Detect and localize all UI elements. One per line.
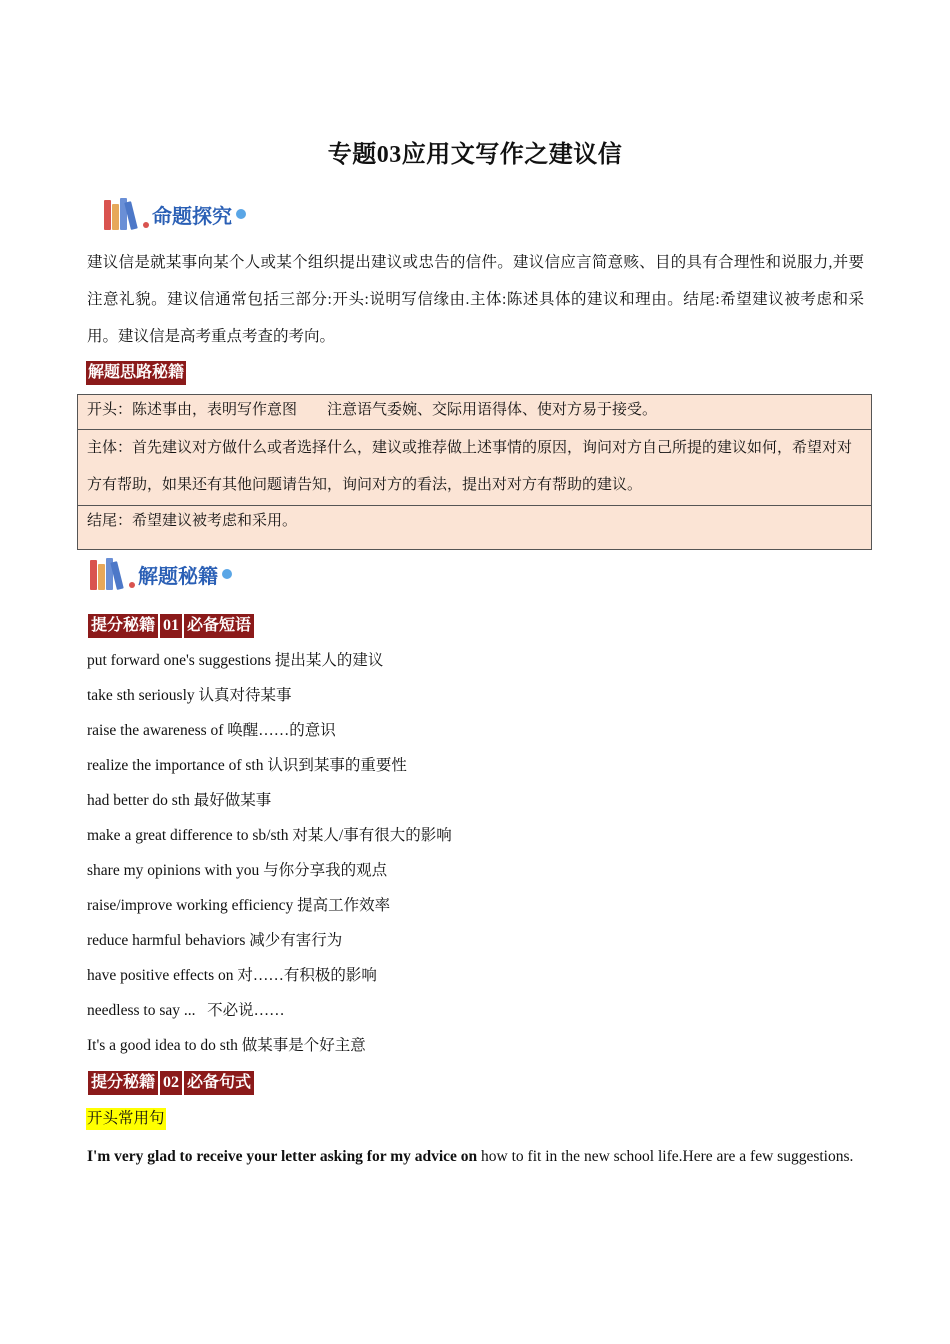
phrase-item: needless to say ... 不必说…… bbox=[87, 1002, 285, 1019]
tips-row-opening: 开头：陈述事由，表明写作意图 注意语气委婉、交际用语得体、使对方易于接受。 bbox=[78, 395, 871, 430]
intro-paragraph: 建议信是就某事向某个人或某个组织提出建议或忠告的信件。建议信应言简意赅、目的具有合理性和说服力,并要注意礼貌。建议信通常包括三部分:开头:说明写信缘由.主体:陈述具体的建议和理由。结尾:希望建议被考虑和采用。建议信是高考重点考查的考向。 bbox=[87, 254, 864, 345]
example-sentence: I'm very glad to receive your letter asking for my advice on how to fit in the new school life.Here are a few suggestions. bbox=[87, 1148, 854, 1165]
phrase-item: put forward one's suggestions 提出某人的建议 bbox=[87, 652, 384, 669]
section-title-secrets: 解题秘籍 bbox=[138, 563, 218, 588]
phrase-item: make a great difference to sb/sth 对某人/事有很大的影响 bbox=[87, 827, 452, 844]
phrase-item: take sth seriously 认真对待某事 bbox=[87, 687, 292, 704]
section-title-explore: 命题探究 bbox=[152, 203, 232, 228]
dot-icon bbox=[143, 222, 149, 228]
tips-tag: 解题思路秘籍 bbox=[86, 361, 186, 385]
phrase-item: reduce harmful behaviors 减少有害行为 bbox=[87, 932, 343, 949]
tips-table bbox=[77, 394, 872, 550]
phrase-item: raise the awareness of 唤醒……的意识 bbox=[87, 722, 336, 739]
books-icon bbox=[104, 198, 139, 230]
dot-icon bbox=[129, 582, 135, 588]
tips-row-ending: 结尾：希望建议被考虑和采用。 bbox=[87, 513, 298, 529]
block-title-phrases: 提分秘籍 01 必备短语 bbox=[88, 614, 254, 638]
phrase-item: It's a good idea to do sth 做某事是个好主意 bbox=[87, 1037, 366, 1054]
page-title: 专题03应用文写作之建议信 bbox=[327, 142, 623, 168]
phrase-item: realize the importance of sth 认识到某事的重要性 bbox=[87, 757, 407, 774]
phrase-item: have positive effects on 对……有积极的影响 bbox=[87, 967, 377, 984]
books-icon bbox=[90, 558, 125, 590]
dot-icon bbox=[222, 569, 232, 579]
tips-row-body: 主体：首先建议对方做什么或者选择什么，建议或推荐做上述事情的原因，询问对方自己所提的建议如何，希望对对方有帮助，如果还有其他问题请告知，询问对方的看法，提出对对方有帮助的建议。 bbox=[78, 430, 871, 506]
phrase-item: raise/improve working efficiency 提高工作效率 bbox=[87, 897, 391, 914]
phrase-item: had better do sth 最好做某事 bbox=[87, 792, 272, 809]
opening-sentences-label: 开头常用句 bbox=[86, 1108, 166, 1130]
block-title-sentences: 提分秘籍 02 必备句式 bbox=[88, 1071, 254, 1095]
section-header-explore bbox=[104, 196, 246, 232]
dot-icon bbox=[236, 209, 246, 219]
section-header-secrets bbox=[90, 556, 232, 592]
phrase-item: share my opinions with you 与你分享我的观点 bbox=[87, 862, 388, 879]
